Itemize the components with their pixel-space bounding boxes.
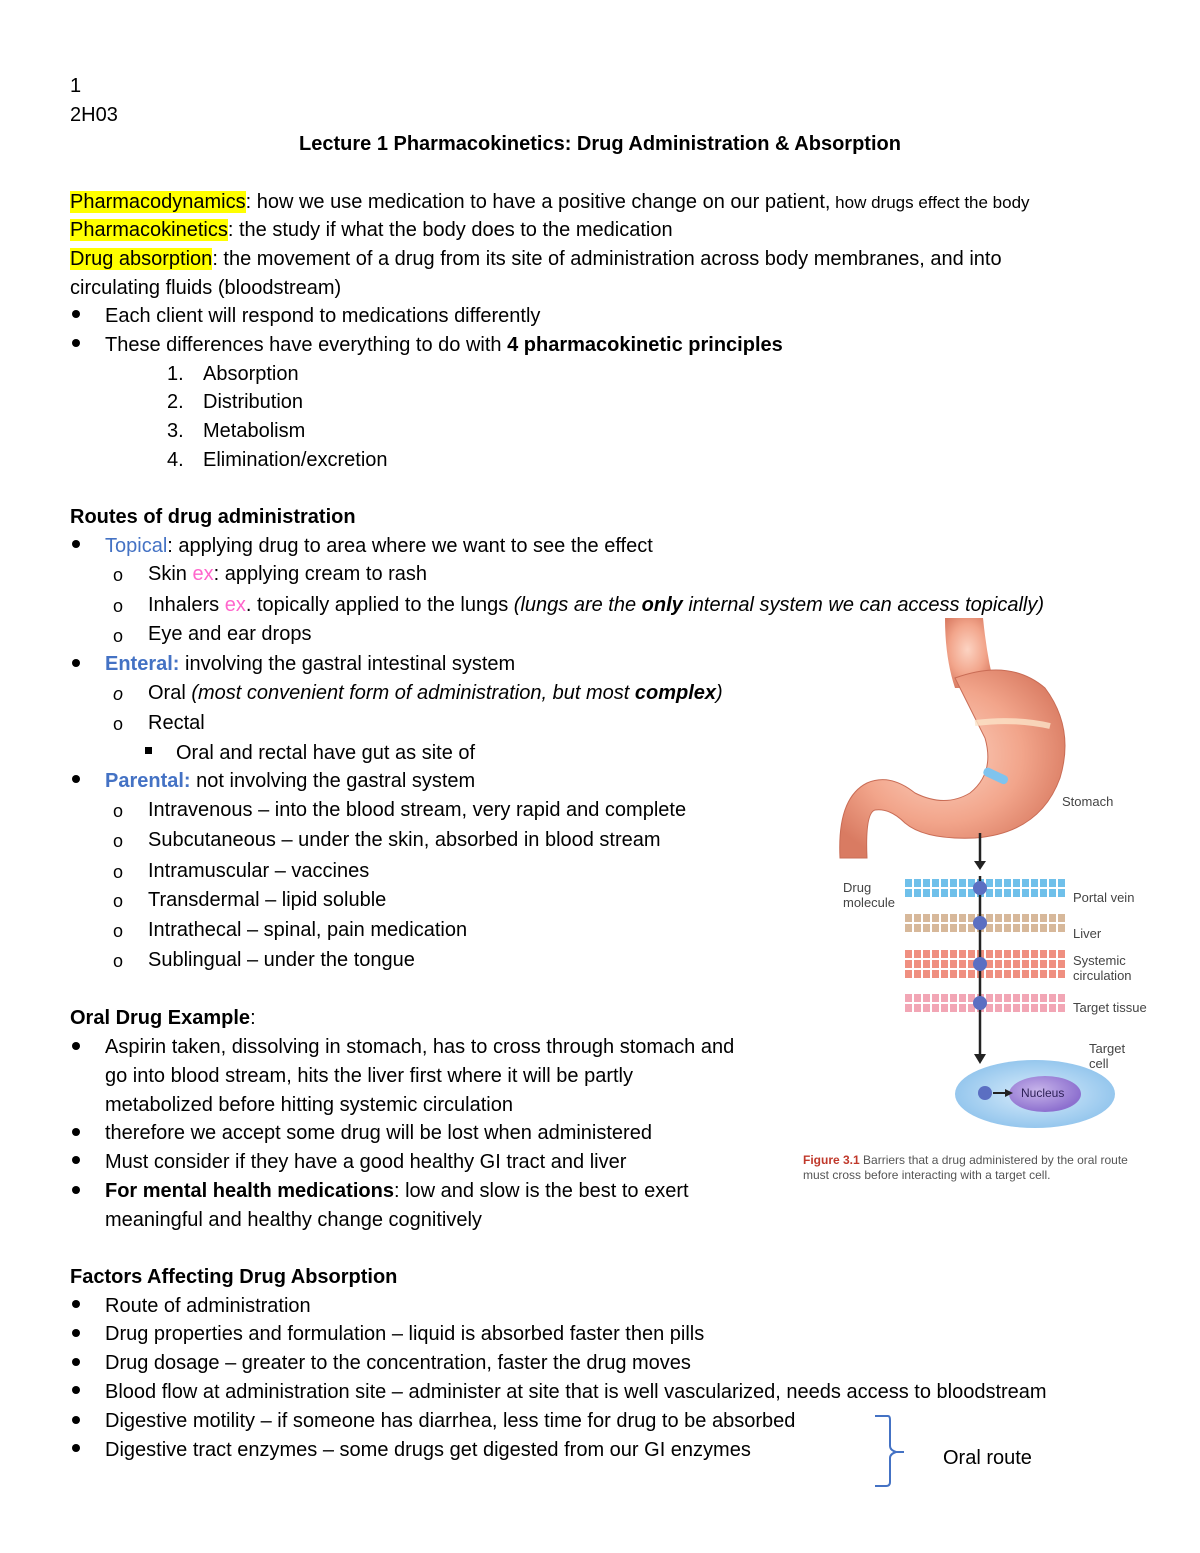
text: involving the gastral intestinal system: [179, 653, 516, 675]
ex-label: ex: [192, 563, 214, 585]
principle-text: Elimination/excretion: [203, 449, 388, 471]
route-term: Parental:: [105, 770, 191, 792]
route-sub-oral: [148, 681, 723, 705]
bullet-circle: o: [113, 921, 124, 941]
bullet-dot: [72, 540, 80, 548]
bold-italic-text: only: [641, 594, 683, 616]
parental-item: Subcutaneous – under the skin, absorbed in blood stream: [148, 829, 661, 851]
bullet-dot: [72, 1329, 80, 1337]
bullet-dot: [72, 1156, 80, 1164]
term-pharmacokinetics: Pharmacokinetics: [70, 219, 228, 241]
label-drug-molecule: Drug: [843, 880, 872, 895]
routes-heading: Routes of drug administration: [70, 506, 356, 528]
route-sub-inhalers: [148, 593, 1044, 617]
label-systemic-circulation: Systemic: [1073, 953, 1126, 968]
page-title: Lecture 1 Pharmacokinetics: Drug Administration & Absorption: [299, 133, 901, 155]
def-pharmacodynamics: [70, 190, 1030, 215]
oral-example-bullet-1: Aspirin taken, dissolving in stomach, has to cross through stomach and: [105, 1036, 735, 1058]
route-sub-gut: Oral and rectal have gut as site of: [176, 742, 476, 764]
factor-item: Digestive tract enzymes – some drugs get digested from our GI enzymes: [105, 1439, 751, 1461]
ex-label: ex: [224, 594, 246, 616]
factor-item: Digestive motility – if someone has diarrhea, less time for drug to be absorbed: [105, 1410, 796, 1432]
route-sub-rectal: Rectal: [148, 712, 205, 734]
principle-num: 2.: [167, 391, 184, 413]
bullet-dot: [72, 1128, 80, 1136]
bullet-circle: o: [113, 862, 124, 882]
label-stomach: Stomach: [1062, 794, 1114, 809]
text: Skin: [148, 563, 193, 585]
oral-example-bullet-1-cont: metabolized before hitting systemic circulation: [105, 1094, 513, 1116]
figure-stomach-diagram: [795, 618, 1155, 1193]
bullet-dot: [72, 1358, 80, 1366]
principle-text: Metabolism: [203, 420, 306, 442]
bullet-dot: [72, 1416, 80, 1424]
label-nucleus: Nucleus: [1021, 1086, 1065, 1100]
oral-route-label: Oral route: [943, 1447, 1032, 1469]
def-text: : how we use medication to have a positive change on our patient,: [245, 191, 831, 213]
def-text: : the movement of a drug from its site of administration across body membranes, and into: [212, 248, 1002, 270]
course-code: 2H03: [70, 104, 118, 126]
bullet-dot: [72, 310, 80, 318]
bullet-circle: o: [113, 684, 124, 704]
bullet-dot: [72, 659, 80, 667]
bullet-dot: [72, 1386, 80, 1394]
bold-text: For mental health medications: [105, 1180, 394, 1202]
text: . topically applied to the lungs: [245, 594, 514, 616]
italic-text: (most convenient form of administration, but most: [191, 682, 635, 704]
parental-item: Transdermal – lipid soluble: [148, 889, 387, 911]
bullet-circle: o: [113, 891, 124, 911]
bullet-dot: [72, 1042, 80, 1050]
bullet-square: [145, 747, 152, 754]
text: : applying drug to area where we want to see the effect: [167, 535, 653, 557]
factor-item: Drug properties and formulation – liquid is absorbed faster then pills: [105, 1323, 705, 1345]
parental-item: Intramuscular – vaccines: [148, 860, 370, 882]
bullet-circle: o: [113, 951, 124, 971]
term-pharmacodynamics: Pharmacodynamics: [70, 191, 246, 213]
bullet-dot: [72, 339, 80, 347]
intro-bullet-1: Each client will respond to medications differently: [105, 305, 541, 327]
text: : applying cream to rash: [213, 563, 428, 585]
text: : low and slow is the best to exert: [393, 1180, 689, 1202]
bullet-circle: o: [113, 626, 124, 646]
text: Oral: [148, 682, 192, 704]
oral-example-bullet-4-cont: meaningful and healthy change cognitively: [105, 1209, 482, 1231]
italic-text: internal system we can access topically): [682, 594, 1045, 616]
route-sub-skin: [148, 562, 427, 586]
heading-text: Oral Drug Example: [70, 1007, 251, 1029]
route-term: Enteral:: [105, 653, 180, 675]
def-drug-absorption-cont: circulating fluids (bloodstream): [70, 277, 342, 299]
bullet-dot: [72, 775, 80, 783]
label-target-tissue: Target tissue: [1073, 1000, 1147, 1015]
principle-num: 3.: [167, 420, 184, 442]
bullet-circle: o: [113, 565, 124, 585]
route-sub-eye: Eye and ear drops: [148, 623, 312, 645]
route-enteral: [105, 652, 515, 676]
italic-text: ): [716, 682, 723, 704]
text: Inhalers: [148, 594, 225, 616]
factor-item: Drug dosage – greater to the concentration, faster the drug moves: [105, 1352, 691, 1374]
figure-caption: [803, 1153, 1143, 1183]
def-text: : the study if what the body does to the medication: [227, 219, 673, 241]
bullet-circle: o: [113, 714, 124, 734]
oral-example-bullet-1-cont: go into blood stream, hits the liver first where it will be partly: [105, 1065, 633, 1087]
bold-text: 4 pharmacokinetic principles: [507, 334, 783, 356]
figure-caption-text: Barriers that a drug administered by the oral route must cross before interacting with a target cell.: [803, 1153, 1128, 1182]
def-pharmacokinetics: [70, 218, 673, 242]
oral-example-heading: [70, 1006, 256, 1030]
label-target-cell: Target: [1089, 1041, 1126, 1056]
factor-item: Blood flow at administration site – administer at site that is well vascularized, needs access to bloodstream: [105, 1381, 1047, 1403]
page-number: 1: [70, 75, 82, 97]
label-systemic-circulation: circulation: [1073, 968, 1132, 983]
term-drug-absorption: Drug absorption: [70, 248, 213, 270]
text: not involving the gastral system: [190, 770, 476, 792]
factor-item: Route of administration: [105, 1295, 311, 1317]
label-drug-molecule: molecule: [843, 895, 896, 910]
brace-icon: [870, 1412, 910, 1490]
principle-text: Absorption: [203, 363, 299, 385]
intro-bullet-2: [105, 333, 783, 357]
bold-italic-text: complex: [634, 682, 717, 704]
oral-example-bullet-3: Must consider if they have a good healthy GI tract and liver: [105, 1151, 627, 1173]
label-liver: Liver: [1073, 926, 1102, 941]
def-text-small: how drugs effect the body: [830, 193, 1030, 212]
parental-item: Intrathecal – spinal, pain medication: [148, 919, 468, 941]
def-drug-absorption: [70, 247, 1002, 271]
bullet-dot: [72, 1186, 80, 1194]
parental-item: Intravenous – into the blood stream, very rapid and complete: [148, 799, 687, 821]
text: These differences have everything to do with: [105, 334, 508, 356]
bullet-circle: o: [113, 596, 124, 616]
figure-caption-label: Figure 3.1: [803, 1153, 860, 1167]
principle-text: Distribution: [203, 391, 304, 413]
route-term: Topical: [105, 535, 168, 557]
route-topical: [105, 534, 653, 558]
bullet-circle: o: [113, 801, 124, 821]
bullet-dot: [72, 1444, 80, 1452]
parental-item: Sublingual – under the tongue: [148, 949, 415, 971]
label-target-cell: cell: [1089, 1056, 1109, 1071]
principle-num: 4.: [167, 449, 184, 471]
oral-example-bullet-4: [105, 1179, 689, 1203]
factors-heading: Factors Affecting Drug Absorption: [70, 1266, 398, 1288]
label-portal-vein: Portal vein: [1073, 890, 1135, 905]
bullet-circle: o: [113, 831, 124, 851]
italic-text: (lungs are the: [513, 594, 642, 616]
bullet-dot: [72, 1300, 80, 1308]
route-parental: [105, 769, 475, 793]
oral-example-bullet-2: therefore we accept some drug will be lost when administered: [105, 1122, 652, 1144]
text: :: [250, 1007, 256, 1029]
principle-num: 1.: [167, 363, 184, 385]
